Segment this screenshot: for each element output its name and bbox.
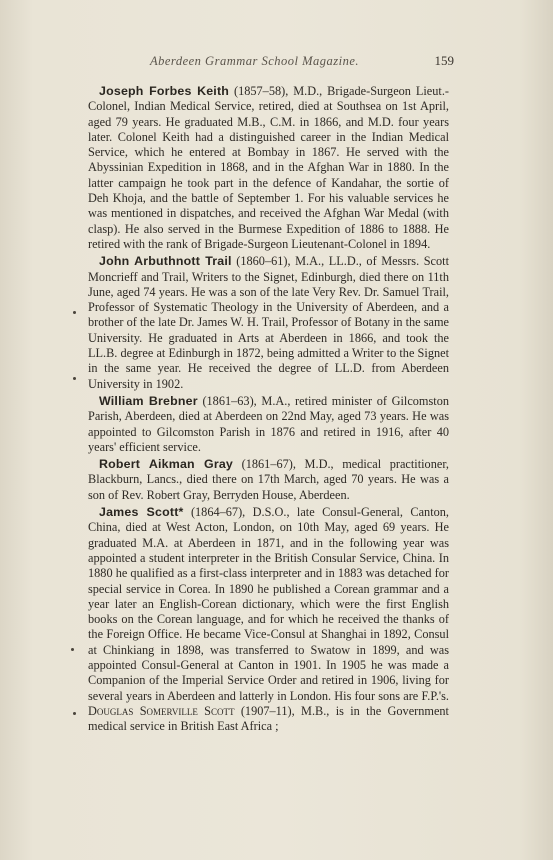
entry-text: (1864–67), D.S.O., late Consul-General, Canton, China, died at West Acton, London, on 10th May, aged 69 years. He graduated M.A. at Aberdeen in 1871, and in the following year was appointed a student interpreter in the British Consular Service, China. In 1880 he qualified as a first-class interpreter and in 1883 was detached for special service in Corea. In 1890 he published a Corean grammar and a year later an English-Corean dictionary, which were the first English books on the Corean language, and for which he received the thanks of the Foreign Office. He became Vice-Consul at Shanghai in 1892, Consul at Chinkiang in 1898, was transferred to Swatow in 1899, and was appointed Consul-General at Canton in 1901. In 1905 he was made a Companion of the Imperial Service Order and retired in 1906, living for several years in Aberdeen and latterly in London. His four sons are F.P.'s. bbox=[88, 505, 449, 703]
margin-mark bbox=[73, 377, 76, 380]
obituary-entry bbox=[88, 505, 449, 734]
entry-text: (1861–63), M.A., retired minister of Gilcomston Parish, Aberdeen, died at Aberdeen on 22nd May, aged 73 years. He was appointed to Gilcomston Parish in 1876 and retired in 1916, after 40 years' efficient service. bbox=[88, 393, 449, 454]
obituary-entry bbox=[88, 394, 449, 455]
entry-text: (1860–61), M.A., LL.D., of Messrs. Scott Moncrieff and Trail, Writers to the Signet, Edinburgh, died there on 11th June, aged 74 years. He was a son of the late Very Rev. Dr. Samuel Trail, Professor of Systematic Theology in the University of Aberdeen, and a brother of the late Dr. James W. H. Trail, Professor of Botany in the same University. He graduated in Arts at Aberdeen in 1866, and took the LL.B. degree at Edinburgh in 1872, being admitted a Writer to the Signet in the same year. He received the degree of LL.D. from Aberdeen University in 1902. bbox=[88, 254, 449, 391]
running-header bbox=[88, 54, 454, 70]
entry-name: Robert Aikman Gray bbox=[99, 457, 234, 472]
entry-name: Joseph Forbes Keith bbox=[99, 84, 230, 98]
obituary-entry bbox=[88, 457, 449, 503]
margin-mark bbox=[73, 311, 76, 314]
entry-text: (1861–67), M.D., medical practitioner, Blackburn, Lancs., died there on 17th March, aged 70 years. He was a son of Rev. Robert Gray, Berryden House, Aberdeen. bbox=[88, 457, 449, 502]
obituary-entry bbox=[88, 254, 449, 392]
margin-mark bbox=[73, 712, 76, 715]
entry-text-continued: (1907–11), M.B., is in the Government medical service in British East Africa ; bbox=[88, 703, 449, 734]
obituary-column bbox=[88, 84, 449, 736]
entry-name: John Arbuthnott Trail bbox=[99, 254, 232, 269]
entry-name: James Scott* bbox=[99, 505, 184, 520]
entry-name: William Brebner bbox=[99, 393, 198, 408]
running-title: Aberdeen Grammar School Magazine. bbox=[150, 54, 360, 68]
obituary-entry bbox=[88, 84, 449, 252]
margin-mark bbox=[71, 648, 74, 651]
entry-text: (1857–58), M.D., Brigade-Surgeon Lieut.-Colonel, Indian Medical Service, retired, died at Southsea on 1st April, aged 79 years. He graduated M.B., C.M. in 1866, and M.D. four years later. Colonel Keith had a distinguished career in the Indian Medical Service, which he entered at Bombay in 1867. He served with the Abyssinian Expedition in 1868, and in the Afghan War in 1880. In the latter campaign he took part in the defence of Kandahar, the sortie of Deh Khoja, and the battle of September 1. For his valuable services he was mentioned in dispatches, and received the Afghan War Medal (with clasp). He also served in the Burmese Expedition of 1886 to 1888. He retired with the rank of Brigade-Surgeon Lieutenant-Colonel in 1894. bbox=[88, 84, 449, 251]
entry-smallcaps-name: Douglas Somerville Scott bbox=[88, 703, 235, 718]
page-number: 159 bbox=[434, 53, 454, 68]
